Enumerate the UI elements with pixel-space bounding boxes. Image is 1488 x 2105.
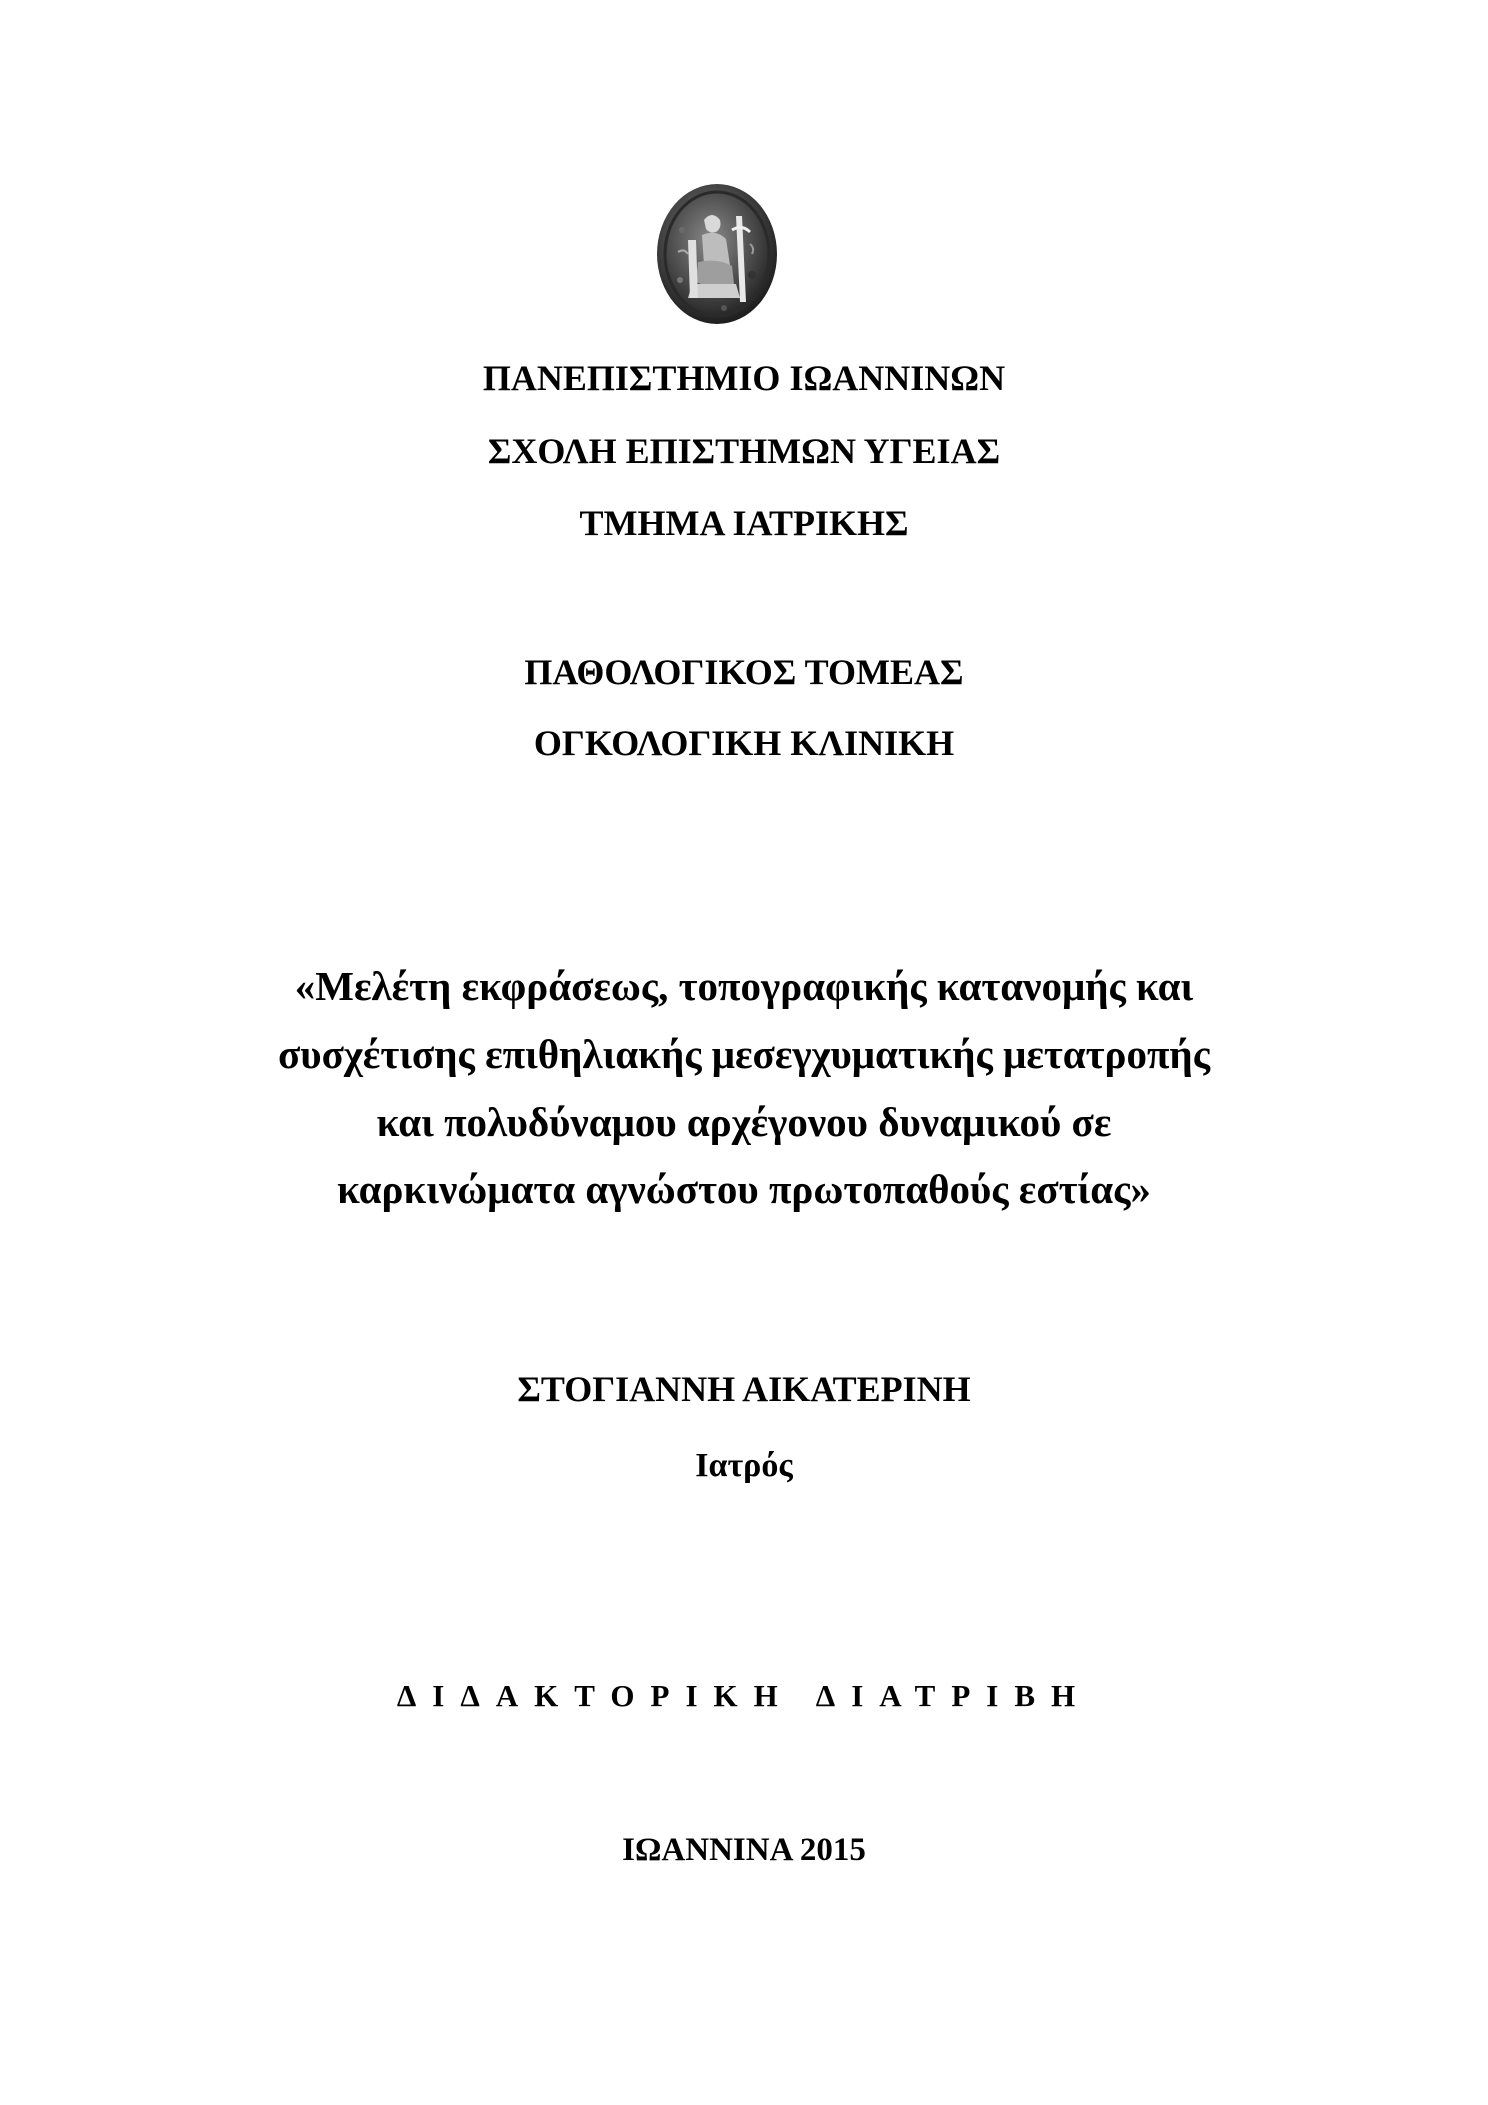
university-name: ΠΑΝΕΠΙΣΤΗΜΙΟ ΙΩΑΝΝΙΝΩΝ bbox=[482, 358, 1006, 398]
university-seal-coin-icon bbox=[652, 180, 782, 328]
author-role: Ιατρός bbox=[695, 1447, 793, 1484]
clinic-name: ΟΓΚΟΛΟΓΙΚΗ ΚΛΙΝΙΚΗ bbox=[533, 723, 955, 763]
thesis-title-line-4: καρκινώματα αγνώστου πρωτοπαθούς εστίας» bbox=[337, 1166, 1151, 1212]
sector-name: ΠΑΘΟΛΟΓΙΚΟΣ ΤΟΜΕΑΣ bbox=[524, 652, 964, 692]
author-name: ΣΤΟΓΙΑΝΝΗ ΑΙΚΑΤΕΡΙΝΗ bbox=[517, 1369, 971, 1409]
thesis-title-line-1: «Μελέτη εκφράσεως, τοπογραφικής κατανομής και bbox=[294, 963, 1194, 1009]
school-name: ΣΧΟΛΗ ΕΠΙΣΤΗΜΩΝ ΥΓΕΙΑΣ bbox=[487, 431, 1001, 471]
document-type: ΔΙΔΑΚΤΟΡΙΚΗ ΔΙΑΤΡΙΒΗ bbox=[396, 1678, 1092, 1713]
thesis-title-line-2: συσχέτισης επιθηλιακής μεσεγχυματικής μετατροπής bbox=[277, 1031, 1210, 1077]
department-name: ΤΜΗΜΑ ΙΑΤΡΙΚΗΣ bbox=[579, 503, 909, 543]
thesis-title-line-3: και πολυδύναμου αρχέγονου δυναμικού σε bbox=[376, 1099, 1112, 1145]
place-and-year: ΙΩΑΝΝΙΝΑ 2015 bbox=[622, 1832, 866, 1868]
